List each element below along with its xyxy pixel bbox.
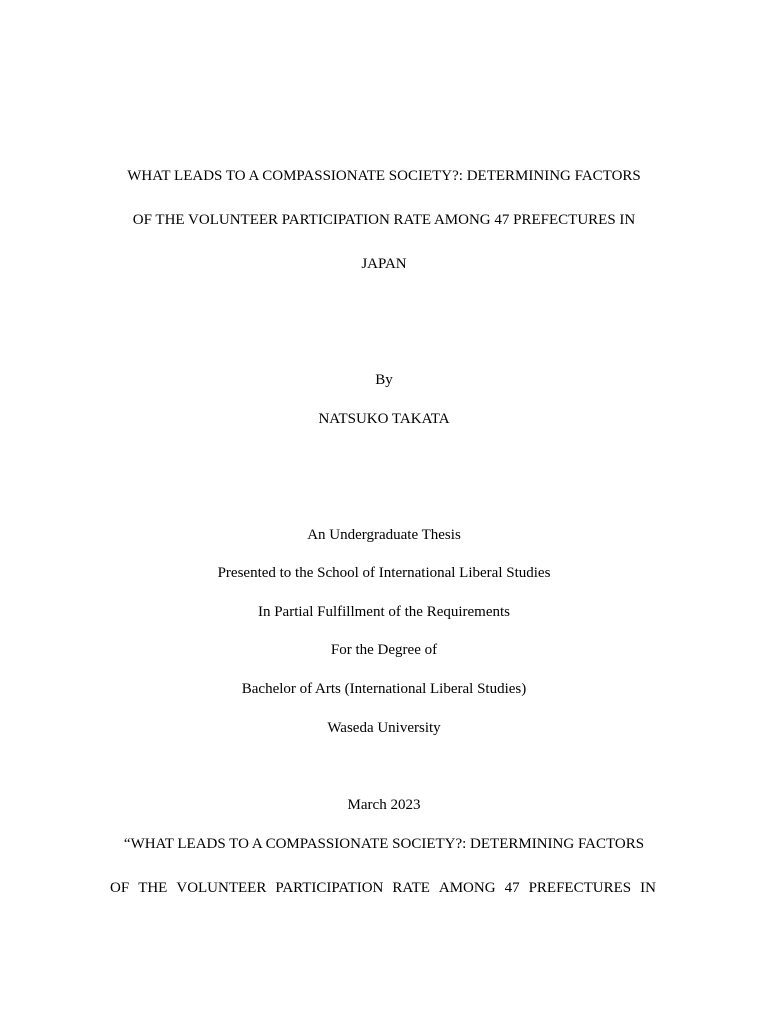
thesis-title-line-3: JAPAN (361, 256, 407, 272)
next-section-title-line-2 (110, 879, 656, 897)
justified-word: RATE (392, 880, 430, 896)
justified-word: OF (110, 880, 130, 896)
thesis-title-line-1: WHAT LEADS TO A COMPASSIONATE SOCIETY?: DETERMINING FACTORS (127, 168, 641, 184)
justified-word: VOLUNTEER (176, 880, 267, 896)
by-label: By (375, 372, 393, 388)
justified-word: IN (640, 880, 656, 896)
thesis-title-line-2: OF THE VOLUNTEER PARTICIPATION RATE AMONG 47 PREFECTURES IN (132, 212, 636, 228)
thesis-type: An Undergraduate Thesis (307, 527, 461, 543)
presented-to: Presented to the School of International Liberal Studies (217, 565, 551, 581)
justified-word: PARTICIPATION (275, 880, 384, 896)
submission-date: March 2023 (347, 797, 421, 813)
degree-name: Bachelor of Arts (International Liberal Studies) (241, 681, 527, 697)
fulfillment-statement: In Partial Fulfillment of the Requirements (257, 604, 511, 620)
justified-word: 47 (504, 880, 520, 896)
justified-word: PREFECTURES (528, 880, 632, 896)
author-name: NATSUKO TAKATA (318, 411, 450, 427)
justified-word: AMONG (438, 880, 496, 896)
university-name: Waseda University (327, 720, 441, 736)
justified-word: THE (138, 880, 168, 896)
degree-label: For the Degree of (330, 642, 438, 658)
next-section-title-line-1: “WHAT LEADS TO A COMPASSIONATE SOCIETY?: DETERMINING FACTORS (123, 836, 645, 852)
